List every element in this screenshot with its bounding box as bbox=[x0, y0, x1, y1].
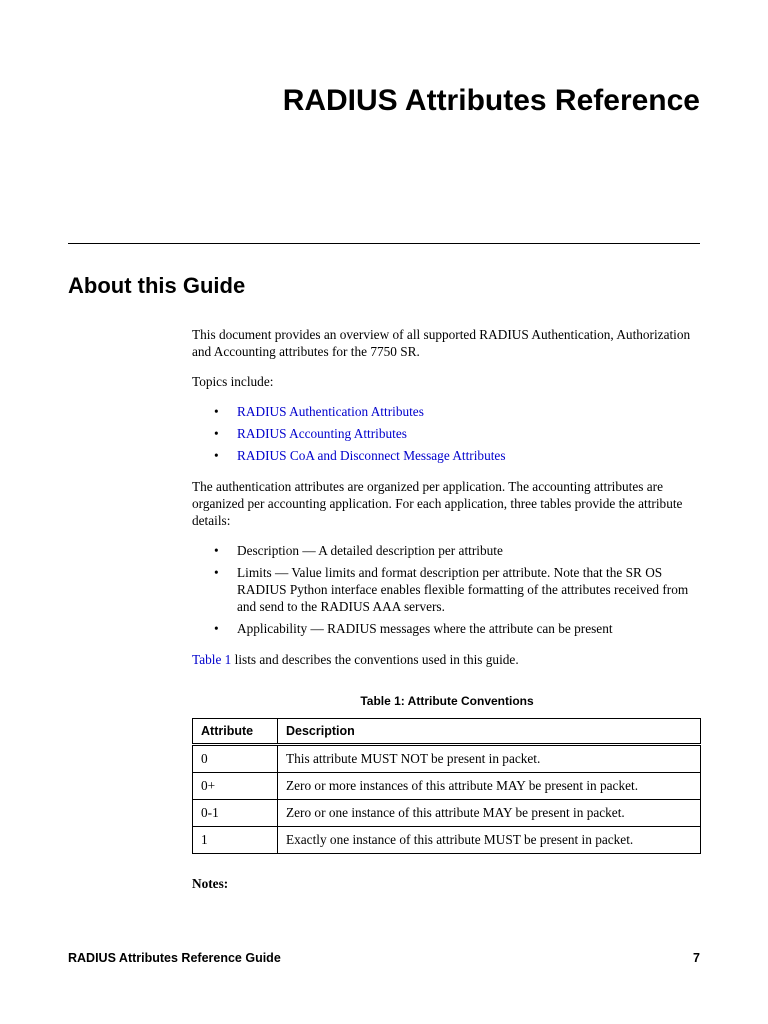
table-1-link[interactable]: Table 1 bbox=[192, 652, 232, 667]
list-item: • Description — A detailed description per attribute bbox=[192, 542, 702, 559]
topic-link-coa-disconnect[interactable]: RADIUS CoA and Disconnect Message Attributes bbox=[237, 448, 506, 463]
topic-link-authentication[interactable]: RADIUS Authentication Attributes bbox=[237, 404, 424, 419]
description-cell: Zero or more instances of this attribute MAY be present in packet. bbox=[278, 773, 701, 800]
body-content bbox=[192, 326, 702, 668]
table-reference-text: lists and describes the conventions used in this guide. bbox=[231, 652, 519, 667]
description-cell: This attribute MUST NOT be present in packet. bbox=[278, 745, 701, 773]
details-list bbox=[192, 542, 702, 637]
attribute-conventions-table bbox=[192, 718, 701, 854]
list-item bbox=[192, 447, 702, 464]
intro-paragraph: This document provides an overview of all supported RADIUS Authentication, Authorization and Accounting attributes for the 7750 SR. bbox=[192, 327, 691, 359]
topics-label: Topics include: bbox=[192, 374, 274, 389]
notes-label: Notes: bbox=[192, 876, 229, 891]
table-caption: Table 1: Attribute Conventions bbox=[360, 694, 534, 708]
attribute-cell: 0-1 bbox=[193, 800, 278, 827]
title-divider bbox=[68, 243, 700, 244]
attribute-cell: 0+ bbox=[193, 773, 278, 800]
section-title: About this Guide bbox=[68, 273, 246, 298]
attribute-cell: 0 bbox=[193, 745, 278, 773]
topic-link-accounting[interactable]: RADIUS Accounting Attributes bbox=[237, 426, 407, 441]
footer-guide-name: RADIUS Attributes Reference Guide bbox=[68, 951, 281, 965]
table-header-row bbox=[193, 719, 701, 745]
attribute-cell: 1 bbox=[193, 827, 278, 854]
description-cell: Zero or one instance of this attribute MAY be present in packet. bbox=[278, 800, 701, 827]
table-row bbox=[193, 773, 701, 800]
footer-page-number: 7 bbox=[693, 951, 700, 965]
column-header-attribute: Attribute bbox=[193, 719, 278, 745]
organization-paragraph: The authentication attributes are organized per application. The accounting attributes are organized per accounting application. For each application, three tables provide the attribute details: bbox=[192, 479, 683, 528]
list-item bbox=[192, 425, 702, 442]
document-title: RADIUS Attributes Reference bbox=[282, 84, 700, 117]
list-item bbox=[192, 403, 702, 420]
description-cell: Exactly one instance of this attribute MUST be present in packet. bbox=[278, 827, 701, 854]
column-header-description: Description bbox=[278, 719, 701, 745]
table-row bbox=[193, 745, 701, 773]
list-item: • Limits — Value limits and format description per attribute. Note that the SR OS RADIUS Python interface enables flexible formatting of the attributes received from and send to the RADIUS AAA servers. bbox=[192, 564, 702, 615]
table-reference-paragraph bbox=[192, 651, 702, 668]
table-row bbox=[193, 800, 701, 827]
list-item: • Applicability — RADIUS messages where the attribute can be present bbox=[192, 620, 702, 637]
table-row bbox=[193, 827, 701, 854]
topics-list bbox=[192, 403, 702, 464]
